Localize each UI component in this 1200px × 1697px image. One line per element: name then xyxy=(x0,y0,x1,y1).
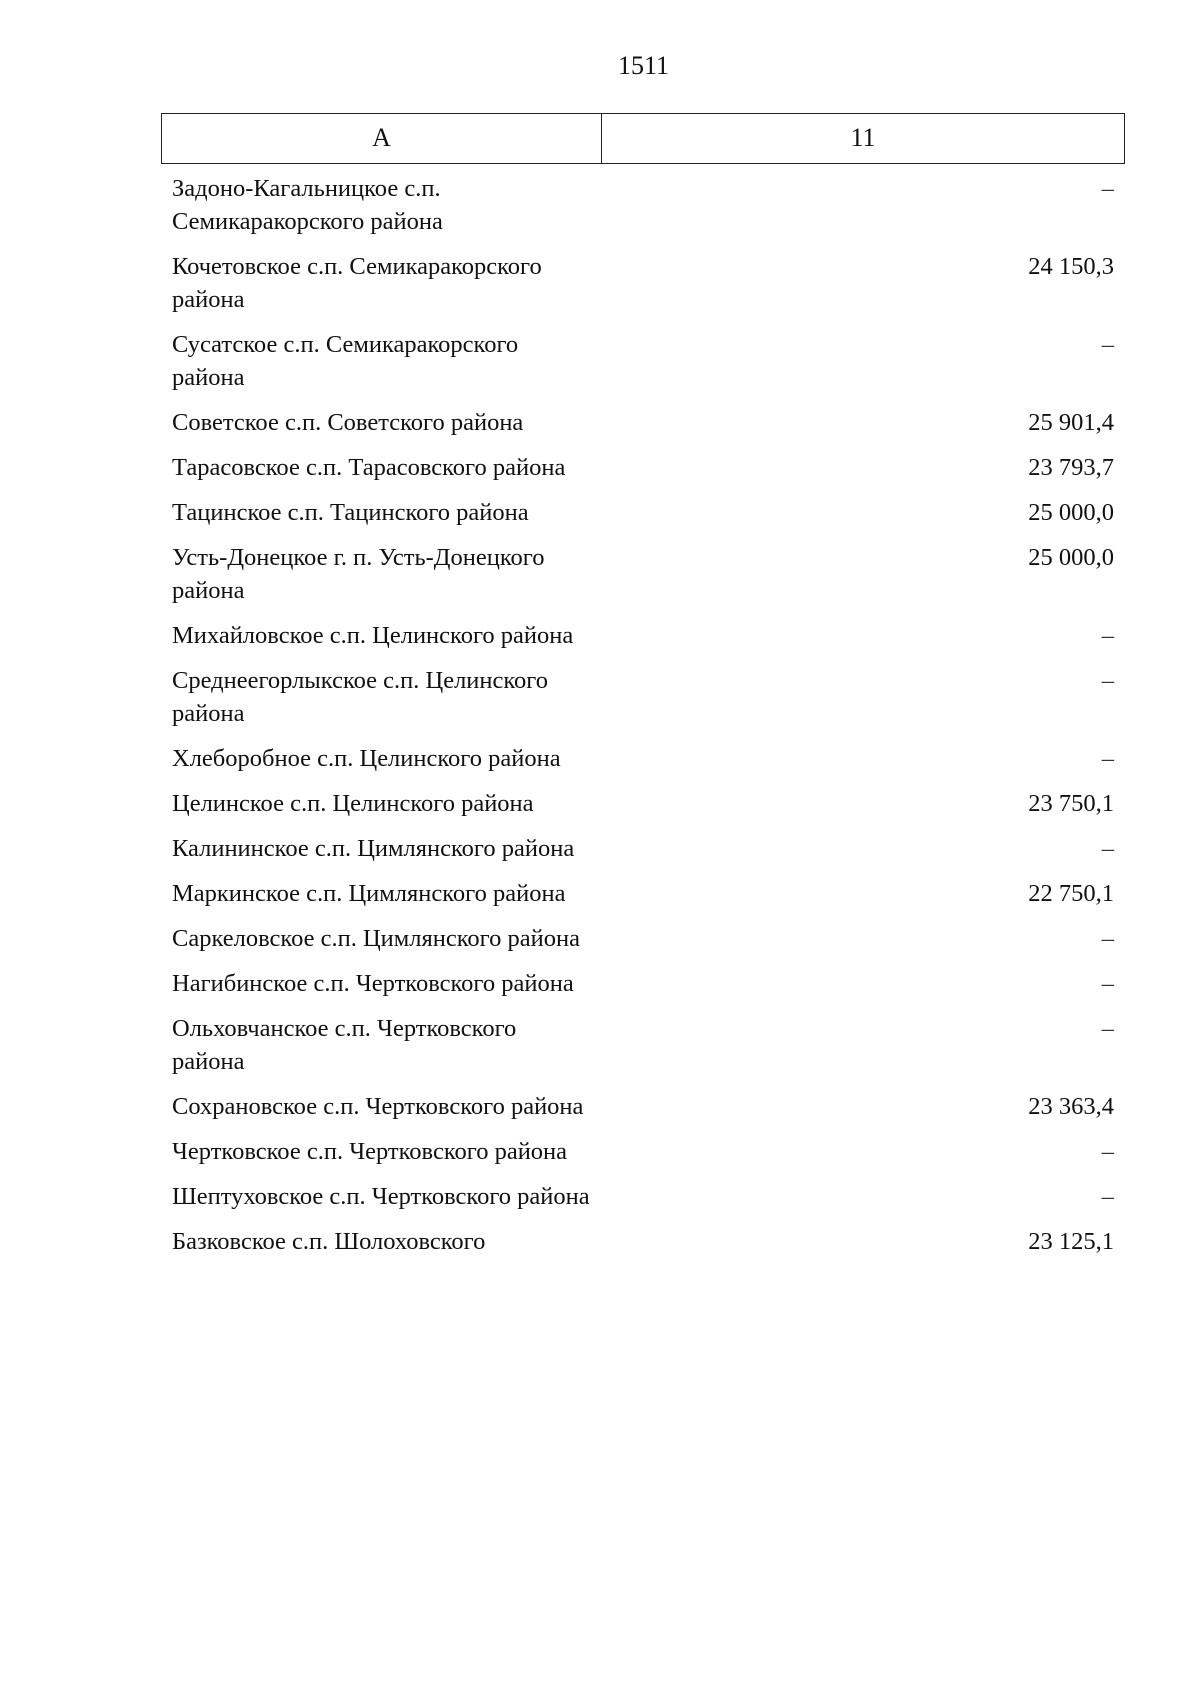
table-row xyxy=(161,1225,1125,1270)
municipality-name: Чертковское с.п. Чертковского района xyxy=(172,1138,568,1165)
table-row xyxy=(161,172,1125,250)
municipality-name: Хлеборобное с.п. Целинского района xyxy=(172,745,561,772)
municipality-name: Сохрановское с.п. Чертковского района xyxy=(172,1093,584,1120)
municipality-name: Шептуховское с.п. Чертковского района xyxy=(172,1183,590,1210)
municipality-name: Нагибинское с.п. Чертковского района xyxy=(172,970,574,997)
row-value: – xyxy=(1101,745,1114,772)
table-row xyxy=(161,1012,1125,1090)
table-row xyxy=(161,877,1125,922)
municipality-name: Усть-Донецкое г. п. Усть-Донецкого района xyxy=(172,544,545,604)
row-value: 25 901,4 xyxy=(1028,409,1114,436)
row-value: 23 750,1 xyxy=(1028,790,1114,817)
table-row xyxy=(161,328,1125,406)
row-value: – xyxy=(1101,835,1114,862)
row-value: – xyxy=(1101,925,1114,952)
municipality-name: Калининское с.п. Цимлянского района xyxy=(172,835,575,862)
table-row xyxy=(161,250,1125,328)
table-body xyxy=(161,172,1125,1270)
table-row xyxy=(161,1180,1125,1225)
municipality-name: Кочетовское с.п. Семикаракорского района xyxy=(172,253,542,313)
row-value: – xyxy=(1101,1138,1114,1165)
table-row xyxy=(161,1090,1125,1135)
page-number: 1511 xyxy=(617,51,670,80)
municipality-name: Советское с.п. Советского района xyxy=(172,409,524,436)
row-value: 23 793,7 xyxy=(1028,454,1114,481)
municipality-name: Задоно-Кагальницкое с.п. Семикаракорского района xyxy=(172,175,443,235)
municipality-name: Михайловское с.п. Целинского района xyxy=(172,622,574,649)
row-value: 25 000,0 xyxy=(1028,499,1114,526)
municipality-name: Тарасовское с.п. Тарасовского района xyxy=(172,454,566,481)
table-header xyxy=(161,113,1125,164)
table-row xyxy=(161,451,1125,496)
table-row xyxy=(161,832,1125,877)
municipality-name: Саркеловское с.п. Цимлянского района xyxy=(172,925,580,952)
row-value: – xyxy=(1101,175,1114,202)
table-row xyxy=(161,619,1125,664)
row-value: – xyxy=(1101,1183,1114,1210)
municipality-name: Ольховчанское с.п. Чертковского района xyxy=(172,1015,517,1075)
municipality-name: Тацинское с.п. Тацинского района xyxy=(172,499,529,526)
table-row xyxy=(161,664,1125,742)
table-row xyxy=(161,967,1125,1012)
row-value: 24 150,3 xyxy=(1028,253,1114,280)
row-value: – xyxy=(1101,331,1114,358)
row-value: – xyxy=(1101,1015,1114,1042)
municipality-name: Целинское с.п. Целинского района xyxy=(172,790,534,817)
table-row xyxy=(161,742,1125,787)
municipality-name: Базковское с.п. Шолоховского xyxy=(172,1228,486,1255)
row-value: – xyxy=(1101,667,1114,694)
municipality-name: Сусатское с.п. Семикаракорского района xyxy=(172,331,519,391)
municipality-name: Среднеегорлыкское с.п. Целинского района xyxy=(172,667,548,727)
row-value: 22 750,1 xyxy=(1028,880,1114,907)
row-value: – xyxy=(1101,622,1114,649)
table-row xyxy=(161,496,1125,541)
header-column-a: А xyxy=(162,114,602,163)
table-row xyxy=(161,541,1125,619)
table-row xyxy=(161,922,1125,967)
row-value: 23 125,1 xyxy=(1028,1228,1114,1255)
table-row xyxy=(161,787,1125,832)
municipality-name: Маркинское с.п. Цимлянского района xyxy=(172,880,566,907)
table-row xyxy=(161,406,1125,451)
row-value: 23 363,4 xyxy=(1028,1093,1114,1120)
table-row xyxy=(161,1135,1125,1180)
header-column-11: 11 xyxy=(850,123,876,152)
row-value: – xyxy=(1101,970,1114,997)
row-value: 25 000,0 xyxy=(1028,544,1114,571)
